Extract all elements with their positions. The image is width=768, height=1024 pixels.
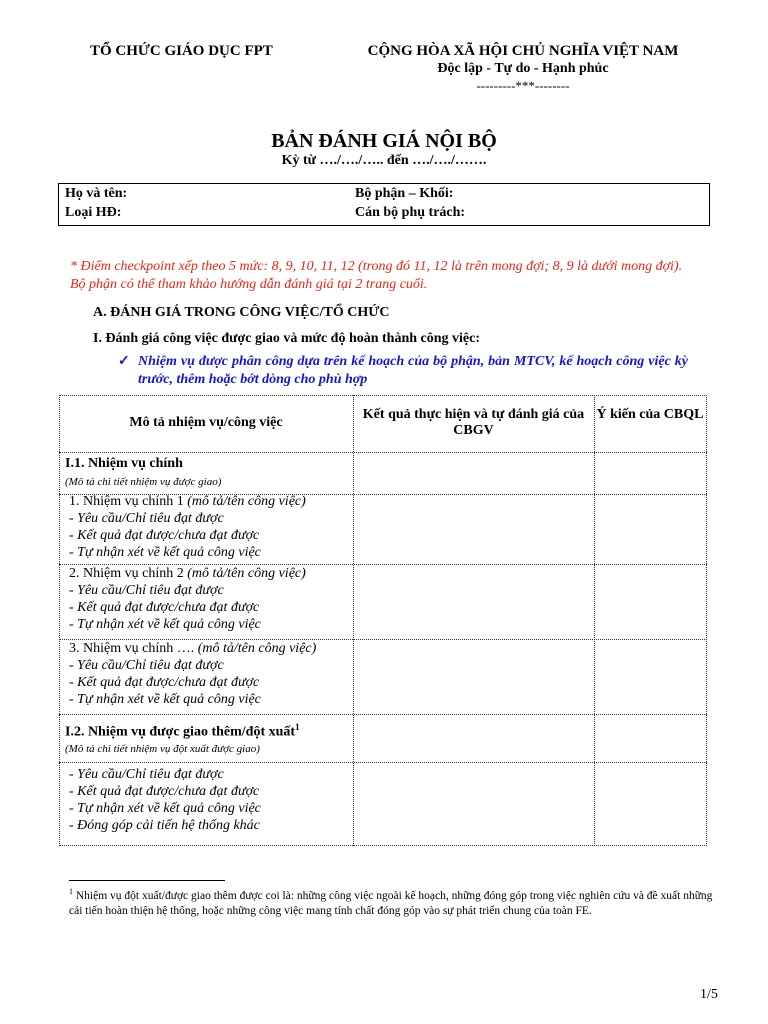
task-3-title: 3. Nhiệm vụ chính …. bbox=[69, 641, 198, 656]
task-2-self-review: - Tự nhận xét về kết quả công việc bbox=[69, 617, 261, 632]
col-header-result: Kết quả thực hiện và tự đánh giá của CBGV bbox=[362, 407, 585, 438]
footnote-mark: 1 bbox=[69, 887, 73, 896]
org-name: TỔ CHỨC GIÁO DỤC FPT bbox=[90, 43, 273, 59]
task-3-row bbox=[69, 640, 316, 708]
main-tasks-title: I.1. Nhiệm vụ chính bbox=[65, 456, 183, 471]
task-2-title: 2. Nhiệm vụ chính 2 bbox=[69, 566, 188, 581]
task-instruction bbox=[118, 353, 688, 389]
nation-name: CỘNG HÒA XÃ HỘI CHỦ NGHĨA VIỆT NAM bbox=[367, 43, 679, 59]
task-3-result: - Kết quả đạt được/chưa đạt được bbox=[69, 675, 260, 690]
col-header-manager-opinion: Ý kiến của CBQL bbox=[596, 407, 704, 422]
task-1-title-note: (mô tả/tên công việc) bbox=[187, 494, 306, 509]
task-3-requirement: - Yêu cầu/Chỉ tiêu đạt được bbox=[69, 658, 224, 673]
task-1-self-review: - Tự nhận xét về kết quả công việc bbox=[69, 545, 261, 560]
checkmark-icon: ✓ bbox=[118, 354, 130, 369]
extra-result: - Kết quả đạt được/chưa đạt được bbox=[69, 784, 260, 799]
extra-tasks-subtitle: (Mô tả chi tiết nhiệm vụ đột xuất được giao) bbox=[65, 742, 260, 755]
page-title: BẢN ĐÁNH GIÁ NỘI BỘ bbox=[271, 130, 497, 152]
task-2-row bbox=[69, 565, 306, 633]
header-divider: ---------***-------- bbox=[476, 78, 570, 93]
employee-info-box bbox=[58, 183, 710, 226]
task-3-self-review: - Tự nhận xét về kết quả công việc bbox=[69, 692, 261, 707]
footnote-ref: 1 bbox=[295, 722, 300, 732]
section-i-heading: I. Đánh giá công việc được giao và mức độ hoàn thành công việc: bbox=[93, 331, 481, 346]
task-table bbox=[59, 395, 707, 846]
extra-tasks-title: I.2. Nhiệm vụ được giao thêm/đột xuất bbox=[65, 724, 296, 740]
task-2-title-note: (mô tả/tên công việc) bbox=[187, 566, 306, 581]
task-instruction-text: Nhiệm vụ được phân công dựa trên kế hoạch của bộ phận, bản MTCV, kế hoạch công việc kỳ trước, thêm hoặc bớt dòng cho phù hợp bbox=[138, 354, 688, 387]
national-header bbox=[338, 43, 708, 94]
extra-details-row bbox=[69, 766, 261, 834]
page-number: 1/5 bbox=[700, 987, 718, 1002]
task-2-result: - Kết quả đạt được/chưa đạt được bbox=[69, 600, 260, 615]
task-1-result: - Kết quả đạt được/chưa đạt được bbox=[69, 528, 260, 543]
task-3-title-note: (mô tả/tên công việc) bbox=[197, 641, 317, 656]
extra-requirement: - Yêu cầu/Chỉ tiêu đạt được bbox=[69, 767, 224, 782]
extra-self-review: - Tự nhận xét về kết quả công việc bbox=[69, 801, 261, 816]
checkpoint-note: * Điểm checkpoint xếp theo 5 mức: 8, 9, 10, 11, 12 (trong đó 11, 12 là trên mong đợi; 8, 9 là dưới mong đợi). Bộ phận có thể tham khảo hướng dẫn đánh giá tại 2 trang cuối. bbox=[70, 259, 683, 292]
extra-tasks-row bbox=[65, 719, 300, 757]
section-a-heading: A. ĐÁNH GIÁ TRONG CÔNG VIỆC/TỔ CHỨC bbox=[93, 305, 390, 320]
footnote-text: Nhiệm vụ đột xuất/được giao thêm được coi là: những công việc ngoài kế hoạch, những đóng góp trong việc nghiên cứu và đề xuất những cải tiến hoàn thiện hệ thống, hoặc những công việc mang tính chất đóng góp vào sự phát triển chung của toàn FE. bbox=[69, 889, 713, 917]
task-1-requirement: - Yêu cầu/Chỉ tiêu đạt được bbox=[69, 511, 224, 526]
footnote bbox=[69, 884, 717, 919]
dept-label: Bộ phận – Khối: bbox=[355, 186, 454, 201]
task-1-title: 1. Nhiệm vụ chính 1 bbox=[69, 494, 188, 509]
evaluation-period: Kỳ từ …./…./….. đến …./…./……. bbox=[281, 153, 487, 168]
contract-label: Loại HĐ: bbox=[65, 205, 122, 220]
task-1-row bbox=[69, 493, 306, 561]
footnote-rule bbox=[69, 880, 225, 881]
col-header-description: Mô tả nhiệm vụ/công việc bbox=[129, 415, 283, 430]
extra-improvement: - Đóng góp cải tiến hệ thống khác bbox=[69, 818, 260, 833]
main-tasks-row bbox=[65, 455, 221, 490]
task-2-requirement: - Yêu cầu/Chỉ tiêu đạt được bbox=[69, 583, 224, 598]
motto: Độc lập - Tự do - Hạnh phúc bbox=[437, 61, 609, 76]
main-tasks-subtitle: (Mô tả chi tiết nhiệm vụ được giao) bbox=[65, 476, 222, 488]
name-label: Họ và tên: bbox=[65, 186, 128, 201]
manager-label: Cán bộ phụ trách: bbox=[355, 205, 466, 220]
